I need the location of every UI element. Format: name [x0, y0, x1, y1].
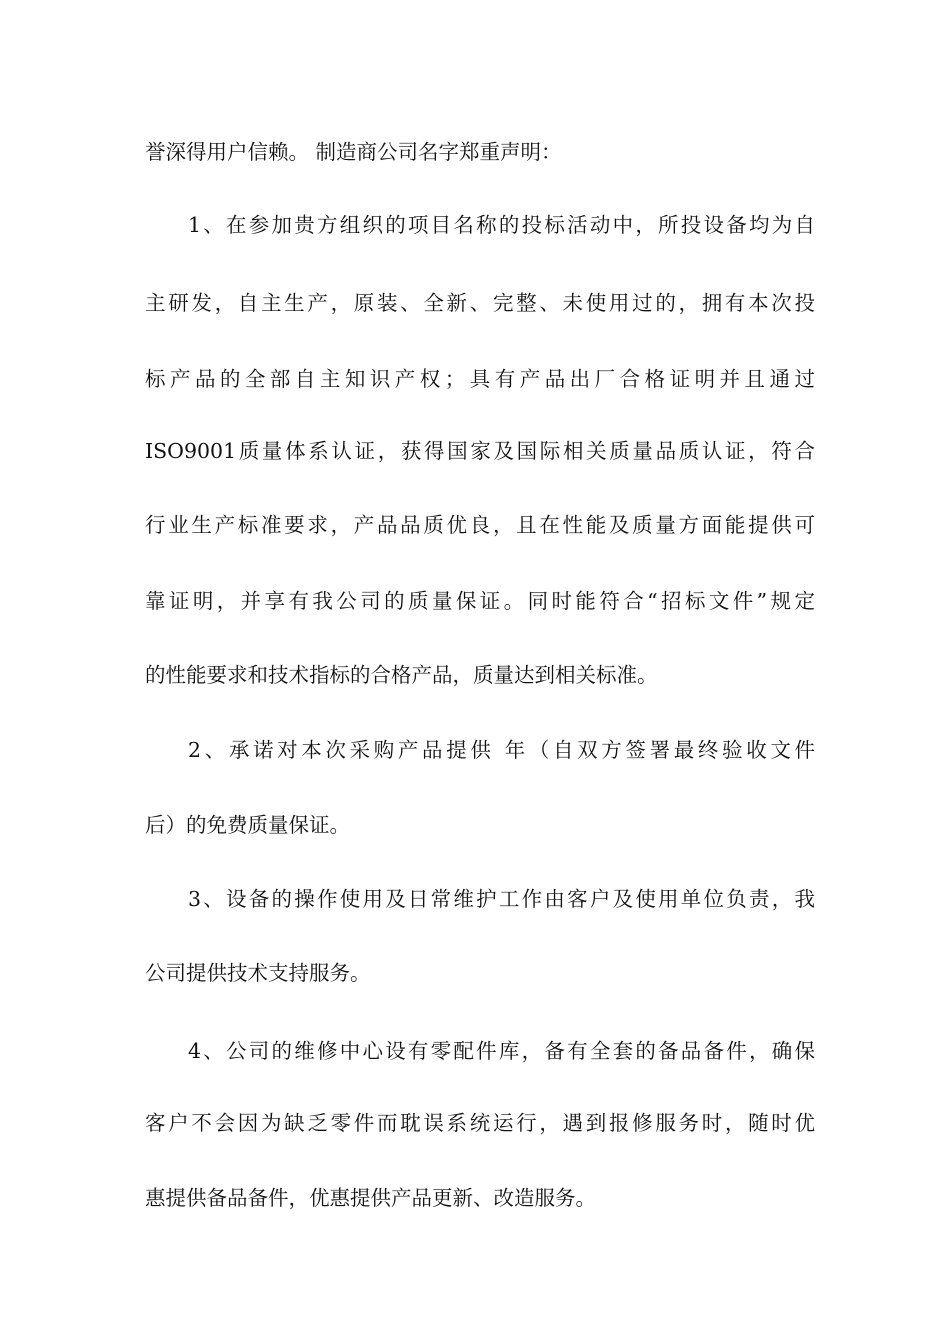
text-line-5: ISO9001质量体系认证，获得国家及国际相关质量品质认证，符合 — [145, 439, 815, 463]
text-line-13: 4、公司的维修中心设有零配件库，备有全套的备品备件，确保 — [188, 1039, 815, 1063]
text-line-1: 誉深得用户信赖。 制造商公司名字郑重声明： — [145, 140, 562, 164]
text-line-4: 标产品的全部自主知识产权；具有产品出厂合格证明并且通过 — [145, 367, 815, 391]
text-line-7: 靠证明，并享有我公司的质量保证。同时能符合“招标文件”规定 — [145, 589, 815, 613]
text-line-9: 2、承诺对本次采购产品提供 年（自双方签署最终验收文件 — [188, 738, 815, 762]
text-line-14: 客户不会因为缺乏零件而耽误系统运行，遇到报修服务时，随时优 — [145, 1111, 815, 1135]
text-line-15: 惠提供备品备件，优惠提供产品更新、改造服务。 — [145, 1186, 596, 1210]
text-line-10: 后）的免费质量保证。 — [145, 813, 350, 837]
text-line-3: 主研发，自主生产，原装、全新、完整、未使用过的，拥有本次投 — [145, 291, 815, 315]
text-line-8: 的性能要求和技术指标的合格产品，质量达到相关标准。 — [145, 663, 658, 687]
text-line-11: 3、设备的操作使用及日常维护工作由客户及使用单位负责，我 — [188, 887, 815, 911]
text-line-12: 公司提供技术支持服务。 — [145, 961, 371, 985]
text-line-2: 1、在参加贵方组织的项目名称的投标活动中，所投设备均为自 — [188, 213, 815, 237]
text-line-6: 行业生产标准要求，产品品质优良，且在性能及质量方面能提供可 — [145, 513, 815, 537]
